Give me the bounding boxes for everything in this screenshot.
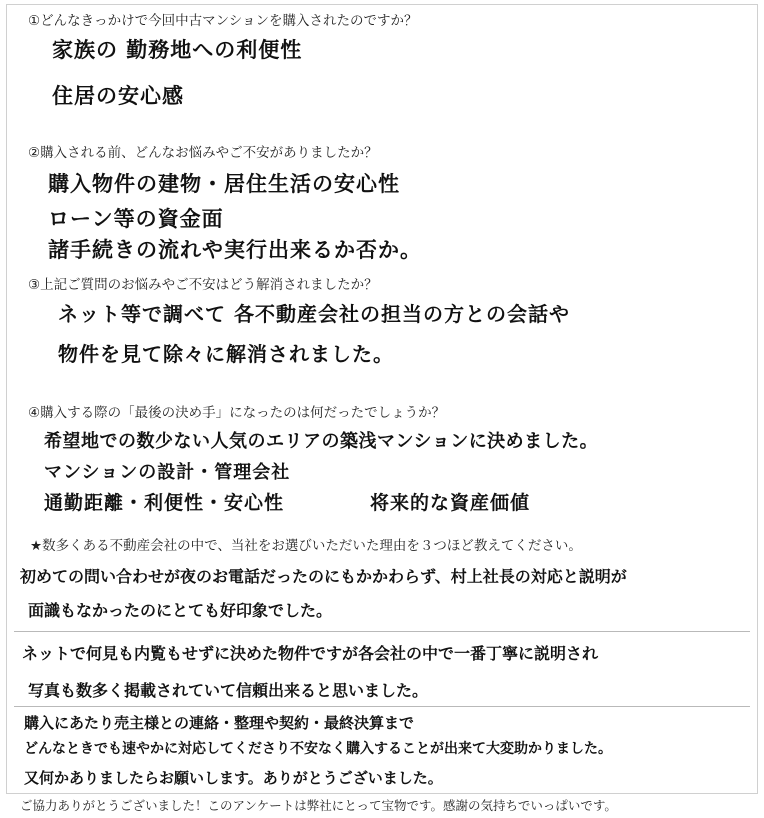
sheet-frame	[6, 4, 758, 794]
question-4: ④購入する際の「最後の決め手」になったのは何だったでしょうか？	[28, 405, 446, 421]
answer-5-line-1: 初めての問い合わせが夜のお電話だったのにもかかわらず、村上社長の対応と説明が	[20, 567, 627, 586]
question-2: ②購入される前、どんなお悩みやご不安がありましたか？	[28, 145, 378, 161]
answer-1-line-1: 家族の 勤務地への利便性	[52, 38, 303, 62]
answer-5-line-4: 写真も数多く掲載されていて信頼出来ると思いました。	[28, 681, 429, 700]
answer-5-line-7: 又何かありましたらお願いします。ありがとうございました。	[24, 769, 443, 787]
answer-5-line-5: 購入にあたり売主様との連絡・整理や契約・最終決算まで	[24, 714, 415, 732]
answer-5-line-6: どんなときでも速やかに対応してくださり不安なく購入することが出来て大変助かりました。	[24, 741, 612, 757]
reason-divider-2	[14, 706, 750, 707]
answer-4-line-4: 将来的な資産価値	[370, 492, 531, 514]
answer-3-line-1: ネット等で調べて 各不動産会社の担当の方との会話や	[58, 302, 570, 326]
answer-3-line-2: 物件を見て除々に解消されました。	[58, 342, 394, 366]
answer-2-line-3: 諸手続きの流れや実行出来るか否か。	[48, 238, 422, 262]
answer-5-line-2: 面識もなかったのにとても好印象でした。	[28, 601, 333, 620]
answer-4-line-3: 通勤距離・利便性・安心性	[44, 492, 285, 514]
answer-4-line-1: 希望地での数少ない人気のエリアの築浅マンションに決めました。	[44, 431, 599, 452]
answer-1-line-2: 住居の安心感	[52, 84, 184, 108]
question-5: ★数多くある不動産会社の中で、当社をお選びいただいた理由を３つほど教えてください。	[30, 538, 582, 554]
reason-divider-1	[14, 631, 750, 632]
question-3: ③上記ご質問のお悩みやご不安はどう解消されましたか？	[28, 277, 378, 293]
question-1: ①どんなきっかけで今回中古マンションを購入されたのですか？	[28, 13, 418, 29]
footer-thanks: ご協力ありがとうございました！このアンケートは弊社にとって宝物です。感謝の気持ちでいっぱいです。	[20, 798, 617, 813]
answer-2-line-2: ローン等の資金面	[48, 207, 224, 231]
answer-5-line-3: ネットで何見も内覧もせずに決めた物件ですが各会社の中で一番丁寧に説明され	[22, 644, 599, 663]
answer-4-line-2: マンションの設計・管理会社	[44, 462, 291, 483]
answer-2-line-1: 購入物件の建物・居住生活の安心性	[48, 172, 400, 196]
